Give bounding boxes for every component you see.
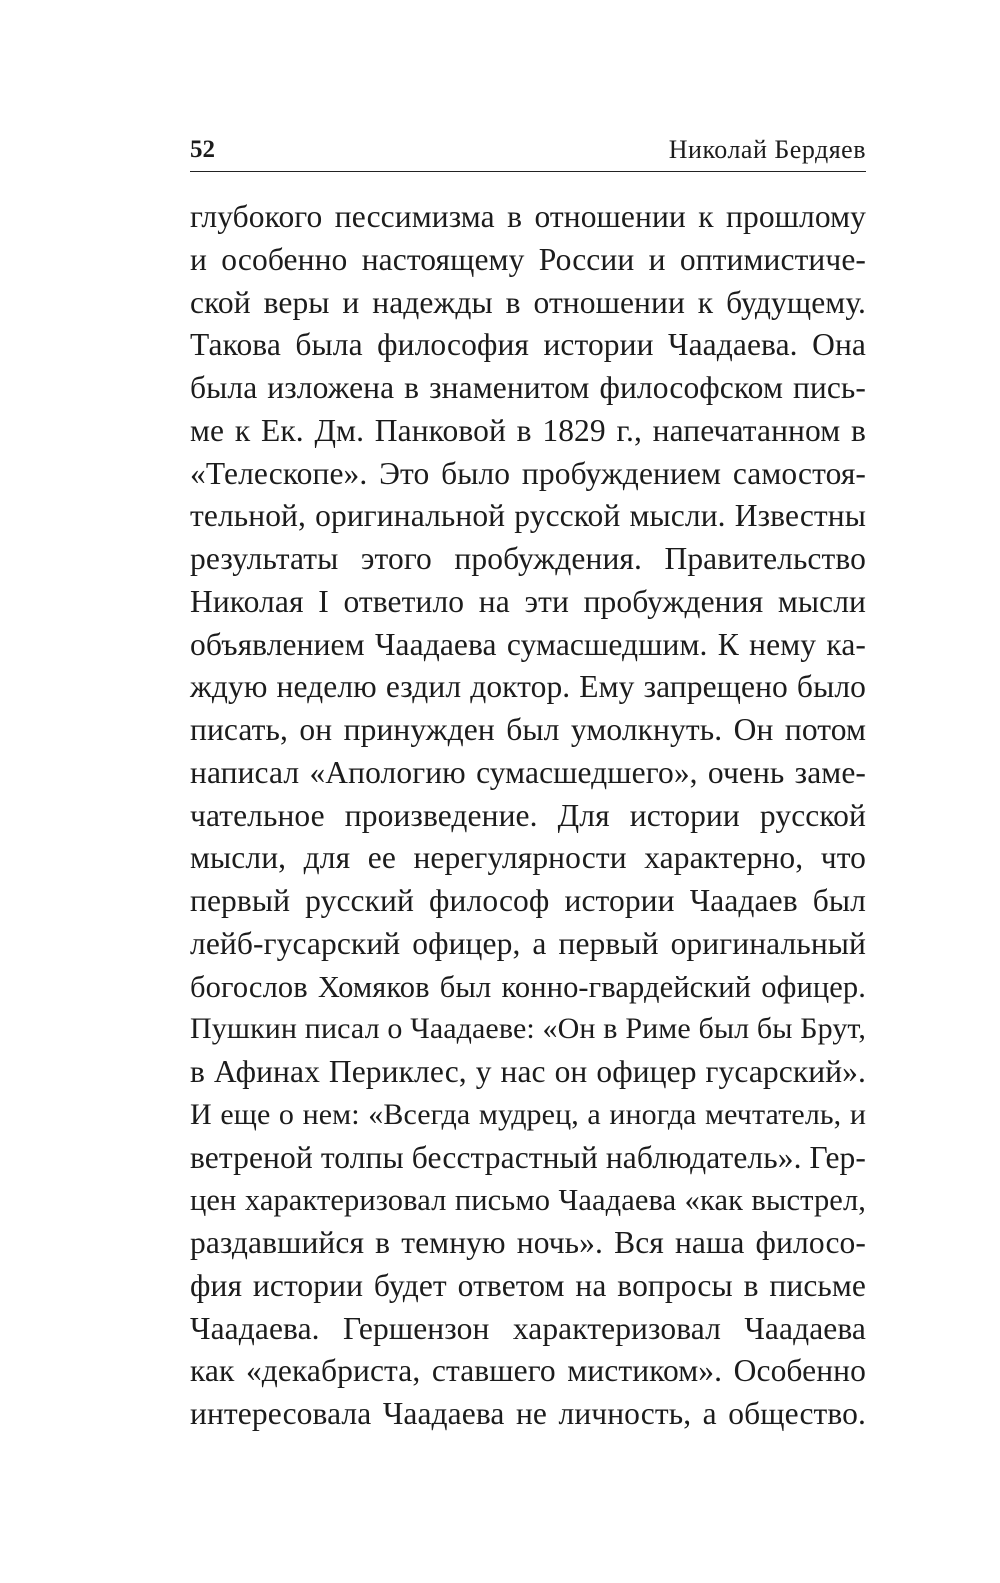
text-line: Николая I ответило на эти пробуждения мысли — [190, 583, 866, 619]
text-line: Пушкин писал о Чаадаеве: «Он в Риме был бы Брут, — [190, 1012, 866, 1046]
text-line: первый русский философ истории Чаадаев был — [190, 883, 866, 918]
text-line: интересовала Чаадаева не личность, а общество. — [190, 1396, 866, 1431]
text-line: Такова была философия истории Чаадаева. Она — [190, 327, 866, 363]
text-line: ме к Ек. Дм. Панковой в 1829 г., напечатанном в — [190, 412, 866, 448]
text-line: чательное произведение. Для истории русской — [190, 797, 866, 833]
text-line: фия истории будет ответом на вопросы в письме — [190, 1267, 866, 1303]
text-line: цен характеризовал письмо Чаадаева «как выстрел, — [190, 1183, 866, 1218]
text-line: как «декабриста, ставшего мистиком». Особенно — [190, 1353, 866, 1389]
text-line: ской веры и надежды в отношении к будущему. — [190, 284, 866, 320]
text-line: результаты этого пробуждения. Правительство — [190, 541, 866, 576]
text-line: объявлением Чаадаева сумасшедшим. К нему ка- — [190, 626, 866, 662]
text-line: богослов Хомяков был конно-гвардейский офицер. — [190, 969, 866, 1004]
text-line: ждую неделю ездил доктор. Ему запрещено было — [190, 669, 866, 705]
running-head-author: Николай Бердяев — [668, 135, 866, 164]
text-line: написал «Апологию сумасшедшего», очень заме- — [190, 754, 866, 790]
text-line: и особенно настоящему России и оптимистиче- — [190, 241, 866, 277]
text-line: в Афинах Периклес, у нас он офицер гусарский». — [190, 1054, 866, 1089]
text-line: писать, он принужден был умолкнуть. Он потом — [190, 712, 866, 747]
text-line: тельной, оригинальной русской мысли. Известны — [190, 498, 866, 534]
text-line: глубокого пессимизма в отношении к прошлому — [190, 199, 866, 234]
running-head — [190, 133, 866, 167]
text-line: лейб-гусарский офицер, а первый оригинальный — [190, 925, 866, 961]
text-line: ветреной толпы бесстрастный наблюдатель». Гер- — [190, 1139, 866, 1175]
text-line: мысли, для ее нерегулярности характерно, что — [190, 840, 866, 876]
text-line: раздавшийся в темную ночь». Вся наша филосо- — [190, 1225, 866, 1260]
page-number: 52 — [190, 136, 215, 163]
text-line: была изложена в знаменитом философском пись- — [190, 370, 866, 405]
text-line: Чаадаева. Гершензон характеризовал Чаадаева — [190, 1310, 866, 1346]
text-line: И еще о нем: «Всегда мудрец, а иногда мечтатель, и — [190, 1097, 866, 1131]
text-line: «Телескопе». Это было пробуждением самостоя- — [190, 455, 866, 491]
body-text — [190, 196, 866, 1436]
header-rule — [190, 171, 866, 172]
